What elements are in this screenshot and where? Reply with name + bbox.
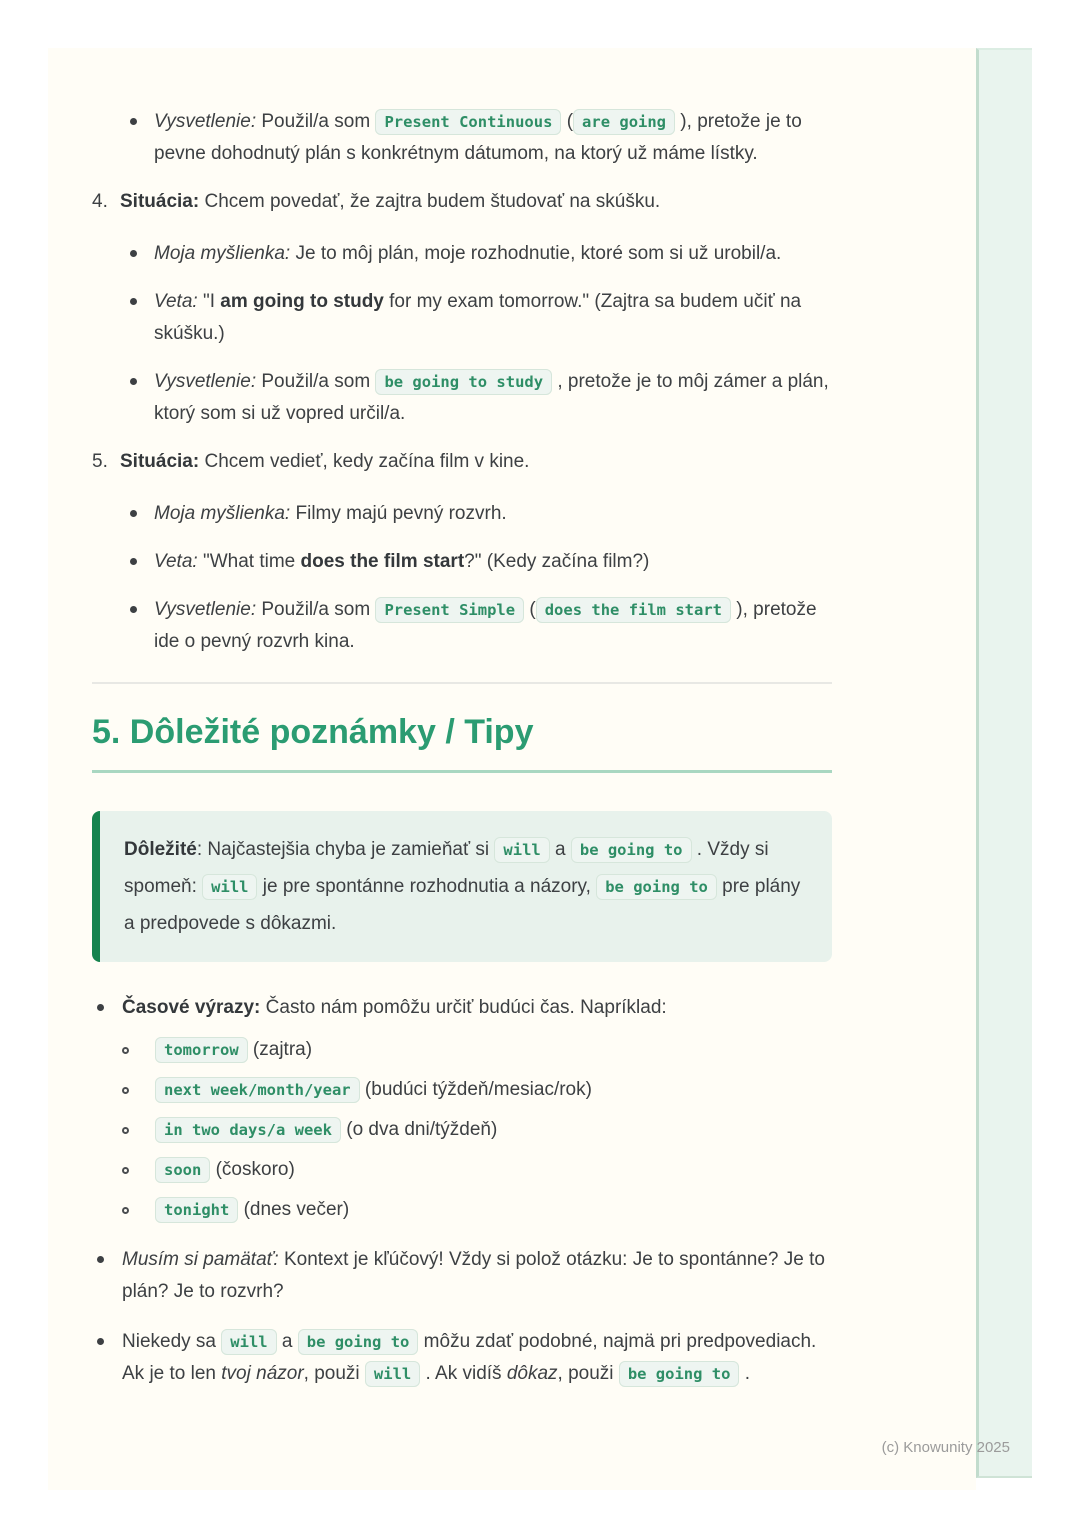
code-chip: soon bbox=[155, 1157, 210, 1183]
bullet-icon bbox=[130, 298, 137, 305]
bullet-icon bbox=[130, 558, 137, 565]
code-chip: be going to bbox=[619, 1361, 740, 1387]
code-chip: will bbox=[221, 1329, 276, 1355]
list-item bbox=[92, 286, 832, 350]
text-run: . Vždy si spomeň: bbox=[124, 839, 769, 897]
list-item-text bbox=[154, 503, 507, 524]
copyright-watermark: (c) Knowunity 2025 bbox=[881, 1439, 1010, 1456]
text-run: , pretože je to môj zámer a plán, ktorý som si už vopred určil/a. bbox=[154, 371, 829, 424]
list-item bbox=[92, 106, 832, 170]
list-item-text bbox=[122, 1331, 816, 1384]
numbered-item bbox=[92, 186, 832, 218]
list-item bbox=[92, 992, 832, 1226]
code-chip: does the film start bbox=[536, 597, 731, 623]
text-run: Moja myšlienka: bbox=[154, 243, 291, 264]
list-item bbox=[92, 238, 832, 270]
code-chip: tomorrow bbox=[155, 1037, 248, 1063]
list-item bbox=[92, 366, 832, 430]
code-chip: Present Simple bbox=[375, 597, 524, 623]
text-run: ), pretože ide o pevný rozvrh kina. bbox=[154, 599, 817, 652]
text-run: Musím si pamätať: bbox=[122, 1249, 279, 1270]
text-run: Situácia: bbox=[120, 191, 200, 212]
text-run: , použi bbox=[557, 1363, 619, 1384]
text-run: "I bbox=[197, 291, 221, 312]
bullet-list bbox=[92, 498, 832, 658]
text-run: Filmy majú pevný rozvrh. bbox=[290, 503, 507, 524]
text-run: môžu zdať podobné, najmä pri predpovediach. Ak je to len bbox=[122, 1331, 817, 1384]
list-item-text bbox=[154, 111, 802, 164]
bullet-icon bbox=[97, 1004, 104, 1011]
text-run: Kontext je kľúčový! Vždy si polož otázku: Je to spontánne? Je to plán? Je to rozvrh? bbox=[122, 1249, 825, 1302]
text-run: ( bbox=[524, 599, 536, 620]
text-run: . bbox=[739, 1363, 751, 1384]
bullet-list bbox=[92, 992, 832, 1390]
circle-bullet-icon bbox=[122, 1207, 129, 1214]
list-item-text bbox=[155, 1119, 497, 1140]
sub-list-item bbox=[122, 1034, 832, 1066]
code-chip: will bbox=[365, 1361, 420, 1387]
sub-list-item bbox=[122, 1074, 832, 1106]
callout-text bbox=[124, 831, 808, 942]
code-chip: Present Continuous bbox=[375, 109, 561, 135]
list-item-text bbox=[154, 291, 801, 344]
list-item-text bbox=[122, 997, 667, 1018]
text-run: Vysvetlenie: bbox=[154, 111, 257, 132]
bullet-list bbox=[92, 238, 832, 430]
list-item-text bbox=[155, 1079, 592, 1100]
item-number: 4. bbox=[92, 191, 108, 212]
code-chip: next week/month/year bbox=[155, 1077, 360, 1103]
code-chip: are going bbox=[573, 109, 675, 135]
list-item-text bbox=[122, 1249, 825, 1302]
numbered-item bbox=[92, 446, 832, 478]
text-run: Dôležité bbox=[124, 839, 197, 860]
circle-bullet-icon bbox=[122, 1047, 129, 1054]
item-number: 5. bbox=[92, 451, 108, 472]
list-item-text bbox=[154, 371, 829, 424]
code-chip: will bbox=[494, 837, 549, 863]
bullet-icon bbox=[130, 510, 137, 517]
bullet-list bbox=[92, 106, 832, 170]
text-run: (o dva dni/týždeň) bbox=[340, 1119, 498, 1140]
text-run: pre plány a predpovede s dôkazmi. bbox=[124, 876, 801, 934]
text-run: tvoj názor bbox=[221, 1363, 304, 1384]
text-run: dôkaz bbox=[506, 1363, 558, 1384]
text-run: for my exam tomorrow." (Zajtra sa budem učiť na skúšku.) bbox=[154, 291, 802, 344]
list-item-text bbox=[155, 1039, 312, 1060]
text-run: . Ak vidíš bbox=[420, 1363, 507, 1384]
text-run: Je to môj plán, moje rozhodnutie, ktoré som si už urobil/a. bbox=[290, 243, 782, 264]
text-run: : Najčastejšia chyba je zamieňať si bbox=[196, 839, 495, 860]
circle-bullet-icon bbox=[122, 1087, 129, 1094]
text-run: does the film start bbox=[300, 551, 465, 572]
text-run: a bbox=[276, 1331, 298, 1352]
code-chip: tonight bbox=[155, 1197, 238, 1223]
code-chip: be going to bbox=[571, 837, 692, 863]
text-run: am going to study bbox=[220, 291, 384, 312]
bullet-icon bbox=[97, 1338, 104, 1345]
circle-bullet-icon bbox=[122, 1167, 129, 1174]
text-run: Veta: bbox=[154, 291, 198, 312]
list-item bbox=[92, 546, 832, 578]
text-run: Použil/a som bbox=[256, 599, 376, 620]
code-chip: in two days/a week bbox=[155, 1117, 341, 1143]
code-chip: be going to study bbox=[375, 369, 552, 395]
text-run: Časové výrazy: bbox=[122, 997, 261, 1018]
sub-list-item bbox=[122, 1194, 832, 1226]
text-run: Chcem povedať, že zajtra budem študovať na skúšku. bbox=[199, 191, 661, 212]
text-run: (zajtra) bbox=[247, 1039, 313, 1060]
text-run: Použil/a som bbox=[256, 371, 376, 392]
text-run: je pre spontánne rozhodnutia a názory, bbox=[257, 876, 597, 897]
list-item-text bbox=[154, 599, 817, 652]
circle-bullet-icon bbox=[122, 1127, 129, 1134]
document-content bbox=[48, 48, 976, 1408]
bullet-icon bbox=[130, 118, 137, 125]
list-item bbox=[92, 594, 832, 658]
document-page bbox=[48, 48, 976, 1490]
list-item-text bbox=[155, 1159, 295, 1180]
text-run: (budúci týždeň/mesiac/rok) bbox=[359, 1079, 592, 1100]
list-item bbox=[92, 498, 832, 530]
text-run: Chcem vedieť, kedy začína film v kine. bbox=[199, 451, 530, 472]
text-run: ?" (Kedy začína film?) bbox=[464, 551, 650, 572]
text-run: (dnes večer) bbox=[238, 1199, 350, 1220]
text-run: (čoskoro) bbox=[210, 1159, 295, 1180]
text-run: Moja myšlienka: bbox=[154, 503, 291, 524]
code-chip: be going to bbox=[596, 874, 717, 900]
bullet-icon bbox=[130, 606, 137, 613]
text-run: Veta: bbox=[154, 551, 198, 572]
bullet-icon bbox=[130, 378, 137, 385]
text-run: Často nám pomôžu určiť budúci čas. Napríklad: bbox=[260, 997, 667, 1018]
numbered-item-text bbox=[120, 451, 529, 472]
text-run: ), pretože je to pevne dohodnutý plán s konkrétnym dátumom, na ktorý už máme lístky. bbox=[154, 111, 802, 164]
sub-list-item bbox=[122, 1154, 832, 1186]
section-heading: 5. Dôležité poznámky / Tipy bbox=[92, 710, 832, 773]
list-item bbox=[92, 1244, 832, 1308]
text-run: "What time bbox=[197, 551, 301, 572]
text-run: a bbox=[549, 839, 571, 860]
text-run: ( bbox=[561, 111, 574, 132]
code-chip: will bbox=[202, 874, 257, 900]
list-item-text bbox=[154, 243, 781, 264]
numbered-item-text bbox=[120, 191, 660, 212]
next-page-edge bbox=[976, 48, 1032, 1478]
list-item-text bbox=[155, 1199, 349, 1220]
sub-list-item bbox=[122, 1114, 832, 1146]
bullet-icon bbox=[130, 250, 137, 257]
text-run: Niekedy sa bbox=[122, 1331, 222, 1352]
text-run: Vysvetlenie: bbox=[154, 371, 257, 392]
list-item-text bbox=[154, 551, 649, 572]
list-item bbox=[92, 1326, 832, 1390]
section-divider bbox=[92, 682, 832, 684]
important-callout bbox=[92, 811, 832, 962]
text-run: Vysvetlenie: bbox=[154, 599, 257, 620]
text-run: Situácia: bbox=[120, 451, 200, 472]
bullet-icon bbox=[97, 1256, 104, 1263]
sub-list bbox=[122, 1034, 832, 1226]
code-chip: be going to bbox=[298, 1329, 419, 1355]
text-run: Použil/a som bbox=[256, 111, 376, 132]
text-run: , použi bbox=[303, 1363, 365, 1384]
